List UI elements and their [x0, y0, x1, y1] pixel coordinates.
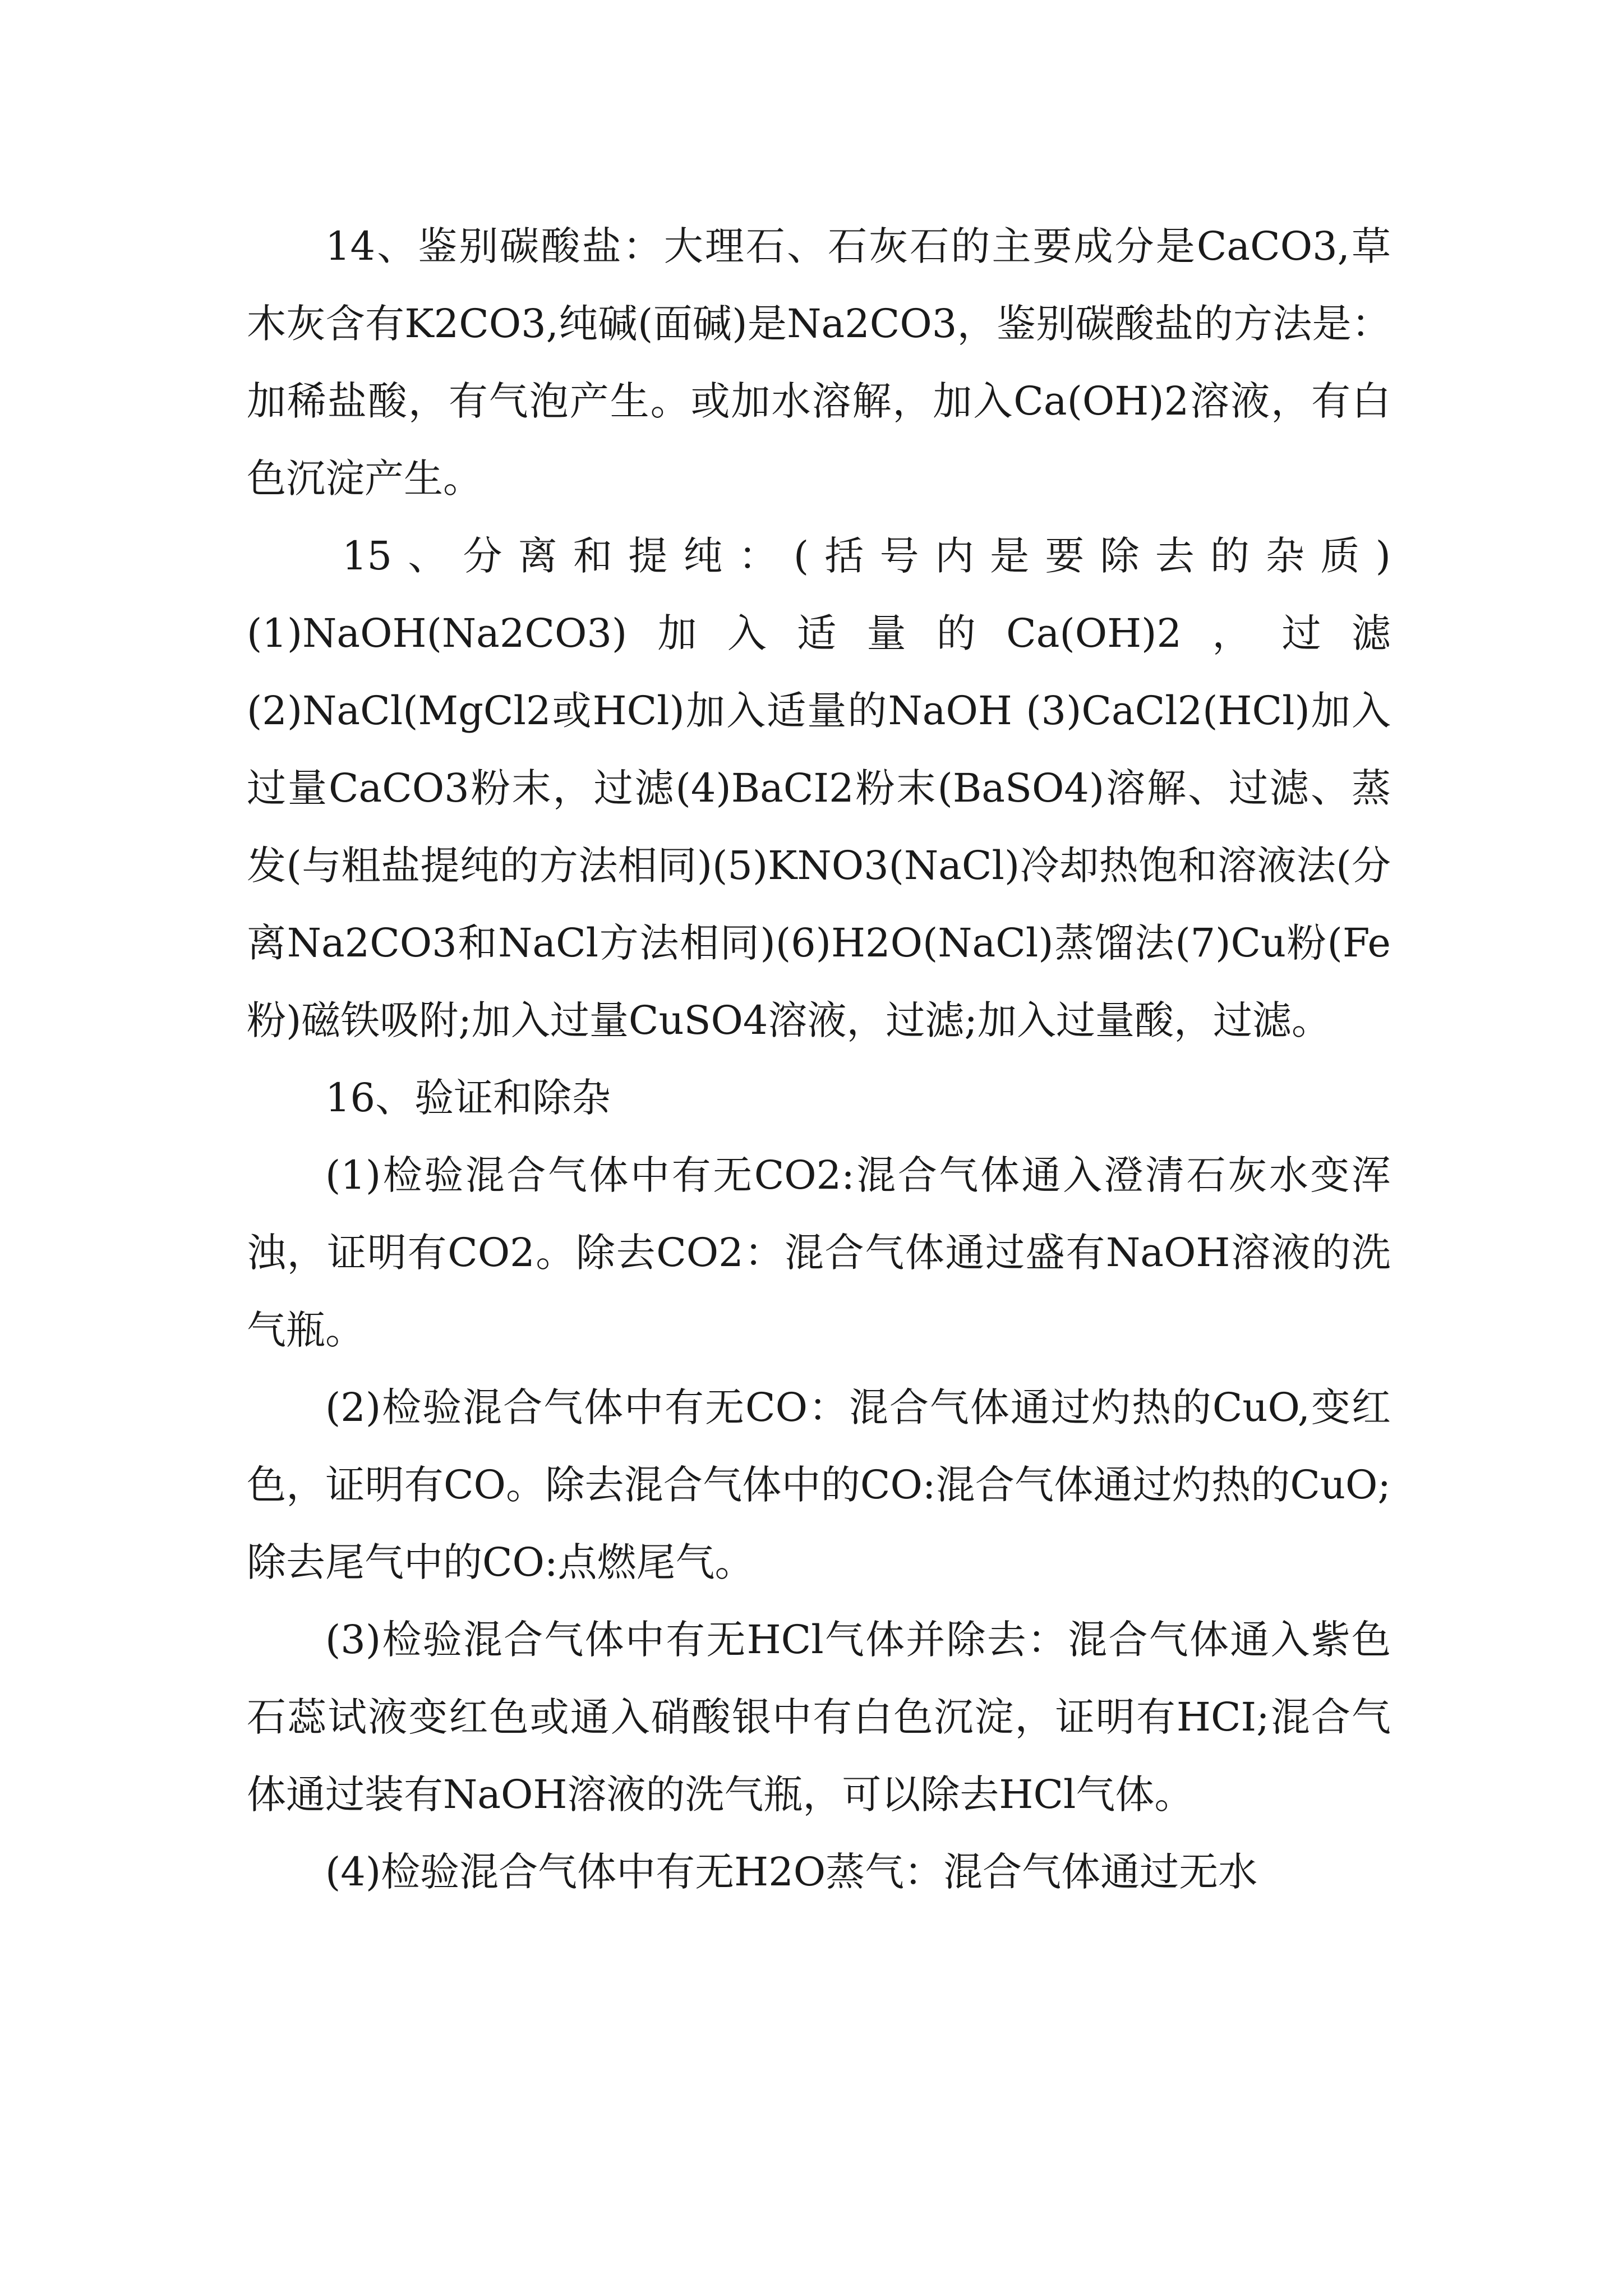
- paragraph-16-item-1: (1)检验混合气体中有无CO2:混合气体通入澄清石灰水变浑浊，证明有CO2。除去CO2：混合气体通过盛有NaOH溶液的洗气瓶。: [247, 1152, 1391, 1353]
- paragraph-14-carbonate-identification: 14、鉴别碳酸盐：大理石、石灰石的主要成分是CaCO3,草木灰含有K2CO3,纯碱(面碱)是Na2CO3，鉴别碳酸盐的方法是：加稀盐酸，有气泡产生。或加水溶解，加入Ca(OH)2溶液，有白色沉淀产生。: [247, 223, 1391, 501]
- paragraph-16-item-4: (4)检验混合气体中有无H2O蒸气：混合气体通过无水: [325, 1849, 1258, 1895]
- paragraph-16-heading: 16、验证和除杂: [325, 1075, 611, 1121]
- paragraph-16-item-3: (3)检验混合气体中有无HCl气体并除去：混合气体通入紫色石蕊试液变红色或通入硝酸银中有白色沉淀，证明有HCI;混合气体通过装有NaOH溶液的洗气瓶，可以除去HCl气体。: [247, 1617, 1391, 1818]
- document-body: [247, 208, 1391, 1911]
- paragraph-15-separation-purification: 15、分离和提纯：(括号内是要除去的杂质)(1)NaOH(Na2CO3)加入适量的Ca(OH)2，过滤(2)NaCl(MgCl2或HCl)加入适量的NaOH (3)CaCl2(HCl)加入过量CaCO3粉末，过滤(4)BaCI2粉末(BaSO4)溶解、过滤、蒸发(与粗盐提纯的方法相同)(5)KNO3(NaCl)冷却热饱和溶液法(分离Na2CO3和NaCl方法相同)(6)H2O(NaCl)蒸馏法(7)Cu粉(Fe粉)磁铁吸附;加入过量CuSO4溶液，过滤;加入过量酸，过滤。: [247, 533, 1391, 1043]
- paragraph-16-item-2: (2)检验混合气体中有无CO：混合气体通过灼热的CuO,变红色，证明有CO。除去混合气体中的CO:混合气体通过灼热的CuO;除去尾气中的CO:点燃尾气。: [247, 1384, 1391, 1585]
